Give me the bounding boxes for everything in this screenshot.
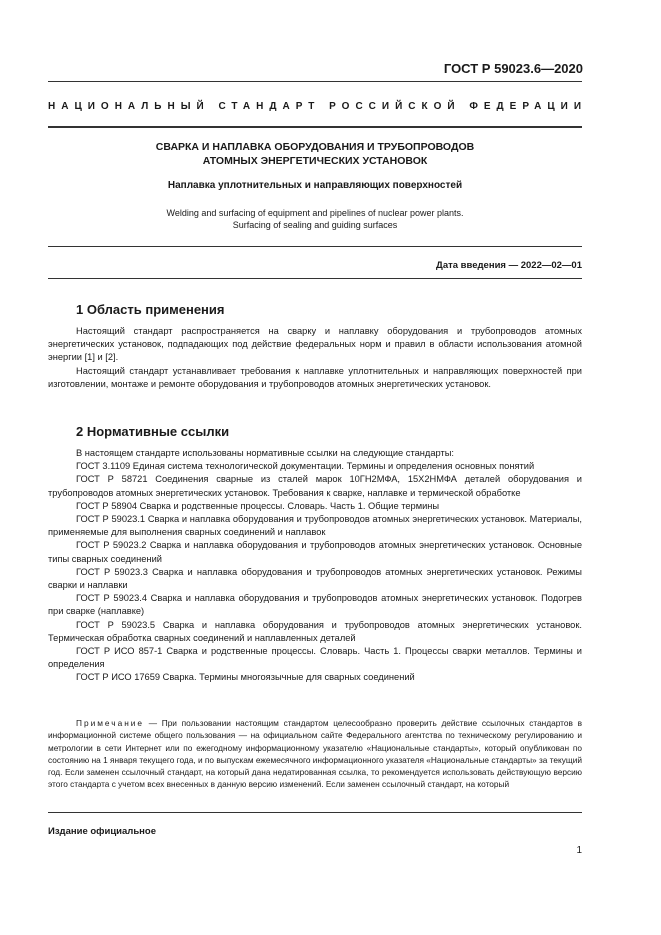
reference-item: ГОСТ 3.1109 Единая система технологической документации. Термины и определения основных понятий <box>76 461 535 472</box>
section-1-body <box>48 325 582 391</box>
note-text: — При пользовании настоящим стандартом целесообразно проверить действие ссылочных стандартов в информационной системе общего пользования — на официальном сайте Федерального агентства по техническому регулированию и метрологии в сети Интернет или по ежегодному информационному указателю «Национальные стандарты», который опубликован по состоянию на 1 января текущего года, и по выпускам ежемесячного информационного указателя «Национальные стандарты» за текущий год. Если заменен ссылочный стандарт, на который дана недатированная ссылка, то рекомендуется использовать действующую версию этого стандарта с учетом всех внесенных в данную версию изменений. Если заменен ссылочный стандарт, на который <box>48 718 582 790</box>
subtitle-russian: Наплавка уплотнительных и направляющих поверхностей <box>167 180 463 191</box>
reference-item: ГОСТ Р ИСО 17659 Сварка. Термины многоязычные для сварных соединений <box>76 672 415 683</box>
reference-item: ГОСТ Р 58904 Сварка и родственные процессы. Словарь. Часть 1. Общие термины <box>76 500 440 511</box>
introduction-date: Дата введения — 2022—02—01 <box>436 260 582 271</box>
reference-item: ГОСТ Р 59023.4 Сварка и наплавка оборудования и трубопроводов атомных энергетических установок. Подогрев при сварке (наплавке) <box>48 593 582 617</box>
national-standard-banner: НАЦИОНАЛЬНЫЙ СТАНДАРТ РОССИЙСКОЙ ФЕДЕРАЦИИ <box>48 101 588 112</box>
date-rule-bottom <box>48 278 582 279</box>
note-label: Примечание <box>76 718 145 728</box>
reference-item: ГОСТ Р 59023.5 Сварка и наплавка оборудования и трубопроводов атомных энергетических установок. Термическая обработка сварных соединений и наплавленных деталей <box>48 619 582 643</box>
document-code: ГОСТ Р 59023.6—2020 <box>443 61 583 76</box>
reference-item: ГОСТ Р ИСО 857-1 Сварка и родственные процессы. Словарь. Часть 1. Процессы сварки металлов. Термины и определения <box>48 646 582 670</box>
section-2-heading: 2 Нормативные ссылки <box>76 424 230 439</box>
section-1-heading: 1 Область применения <box>76 302 225 317</box>
reference-item: ГОСТ Р 59023.2 Сварка и наплавка оборудования и трубопроводов атомных энергетических установок. Основные типы сварных соединений <box>48 540 582 564</box>
reference-item: ГОСТ Р 59023.1 Сварка и наплавка оборудования и трубопроводов атомных энергетических установок. Материалы, применяемые для выполнения сварных соединений и наплавок <box>48 514 582 538</box>
title-english-line-2: Surfacing of sealing and guiding surfaces <box>232 220 398 230</box>
footer-rule <box>48 812 582 813</box>
reference-item: ГОСТ Р 58721 Соединения сварные из сталей марок 10ГН2МФА, 15Х2НМФА деталей оборудования и трубопроводов атомных энергетических установок. Требования к сварке, наплавке и термической обработке <box>48 474 582 498</box>
title-russian-line-1: СВАРКА И НАПЛАВКА ОБОРУДОВАНИЯ И ТРУБОПРОВОДОВ <box>155 141 475 153</box>
title-russian-line-2: АТОМНЫХ ЭНЕРГЕТИЧЕСКИХ УСТАНОВОК <box>202 155 428 167</box>
page-number: 1 <box>576 845 582 856</box>
date-rule-top <box>48 246 582 247</box>
reference-item: ГОСТ Р 59023.3 Сварка и наплавка оборудования и трубопроводов атомных энергетических установок. Режимы сварки и наплавки <box>48 566 582 591</box>
title-rule <box>48 126 582 128</box>
title-english-line-1: Welding and surfacing of equipment and pipelines of nuclear power plants. <box>166 208 464 218</box>
section-1-paragraph: Настоящий стандарт устанавливает требования к наплавке уплотнительных и направляющих поверхностей при изготовлении, монтаже и ремонте оборудования и трубопроводов атомных энергетических установок. <box>48 365 582 389</box>
references-intro: В настоящем стандарте использованы нормативные ссылки на следующие стандарты: <box>76 448 455 458</box>
header-rule <box>48 81 582 82</box>
section-1-paragraph: Настоящий стандарт распространяется на сварку и наплавку оборудования и трубопроводов атомных энергетических установок, подпадающих под действие федеральных норм и правил в области использования атомной энергии [1] и [2]. <box>48 326 582 363</box>
note-block <box>48 717 582 791</box>
official-edition-label: Издание официальное <box>48 826 156 837</box>
title-english <box>48 207 582 231</box>
section-2-body <box>48 447 582 685</box>
title-russian <box>48 140 582 168</box>
